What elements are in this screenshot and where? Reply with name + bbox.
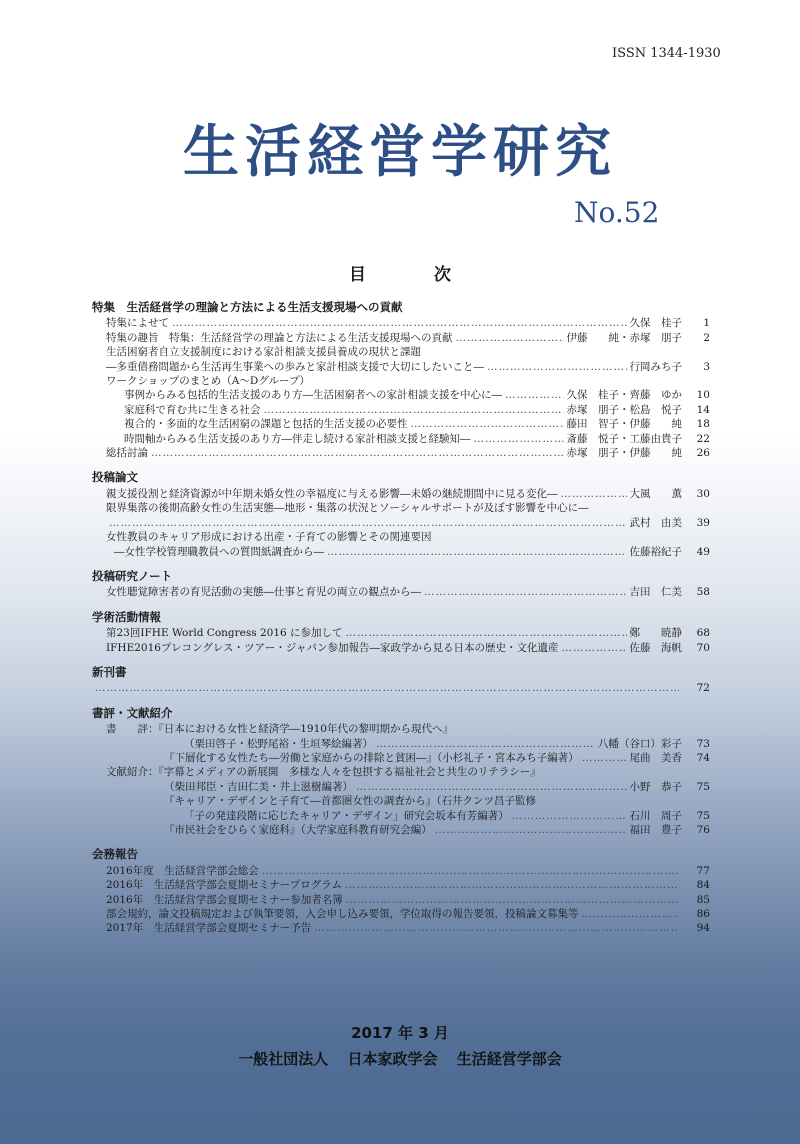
entry-author: 藤田 智子・伊藤 純 (566, 418, 682, 431)
toc-entry (92, 360, 710, 374)
entry-author: 石川 周子 (629, 809, 682, 822)
entry-title: 事例からみる包括的生活支援のあり方―生活困窮者への家計相談支援を中心に― (124, 389, 502, 402)
leader-dots (411, 417, 564, 431)
entry-title: 2016年度 生活経営学部会総会 (106, 864, 259, 877)
toc-entry (92, 809, 710, 823)
toc-entry (92, 765, 710, 779)
entry-author: 赤塚 朋子・松島 悦子 (566, 403, 682, 416)
issn: ISSN 1344-1930 (612, 46, 721, 61)
leader-dots (262, 864, 679, 878)
entry-title: 『下層化する女性たち―労働と家庭からの排除と貧困―』（小杉礼子・宮本みち子編著） (164, 751, 579, 764)
entry-title: 2017年 生活経営学部会夏期セミナー予告 (106, 922, 312, 935)
entry-page: 85 (696, 893, 710, 906)
toc-entry (92, 893, 710, 907)
entry-title: IFHE2016プレコングレス・ツアー・ジャパン参加報告―家政学から見る日本の歴史・文化遺産 (106, 641, 559, 654)
entry-page: 26 (696, 447, 710, 460)
entry-author: 大風 薫 (629, 487, 682, 500)
entry-page: 77 (696, 864, 710, 877)
entry-page: 3 (703, 360, 710, 373)
contents-heading (0, 260, 800, 285)
journal-title: 生活経営学研究 (183, 119, 617, 185)
section-heading: 投稿研究ノート (92, 568, 173, 583)
entry-page: 72 (696, 682, 710, 695)
entry-page: 73 (696, 737, 710, 750)
toc-entry (92, 864, 710, 878)
leader-dots (356, 780, 627, 794)
publisher-division: 生活経営学部会 (456, 1050, 562, 1068)
entry-author: 鄭 暁静 (629, 627, 682, 640)
leader-dots (345, 878, 679, 892)
entry-author: 久保 桂子 (629, 317, 682, 330)
toc-entry (92, 417, 710, 431)
entry-author: 佐藤裕紀子 (629, 545, 682, 558)
toc-entry (92, 722, 710, 736)
leader-dots (424, 585, 627, 599)
entry-page: 22 (696, 432, 710, 445)
entry-page: 18 (696, 418, 710, 431)
entry-title: 家庭科で育む共に生きる社会 (124, 403, 261, 416)
toc-entry (92, 403, 710, 417)
leader-dots (314, 921, 679, 935)
contents-heading-char-2: 次 (434, 265, 451, 285)
entry-title: 特集によせて (106, 317, 169, 330)
entry-author: 久保 桂子・齊藤 ゆか (566, 389, 682, 402)
leader-dots (456, 331, 564, 345)
entry-page: 58 (696, 586, 710, 599)
table-of-contents (92, 300, 710, 936)
entry-title: 2016年 生活経営学部会夏期セミナー参加者名簿 (106, 893, 343, 906)
toc-entry (92, 641, 710, 655)
entry-page: 2 (703, 331, 710, 344)
entry-author: 八幡（谷口）彩子 (598, 737, 682, 750)
entry-title: ―女性学校管理職教員への質問紙調査から― (114, 545, 324, 558)
leader-dots (109, 516, 627, 530)
entry-page: 75 (696, 809, 710, 822)
publisher-society: 日本家政学会 (347, 1050, 438, 1068)
entry-author: 尾曲 美香 (629, 751, 682, 764)
entry-title: 複合的・多面的な生活困窮の課題と包括的生活支援の必要性 (124, 418, 408, 431)
entry-title: 時間軸からみる生活支援のあり方―伴走し続ける家計相談支援と経験知― (124, 432, 471, 445)
toc-entry (92, 530, 710, 544)
entry-title: ワークショップのまとめ（A～Dグループ） (106, 375, 311, 388)
leader-dots (376, 737, 595, 751)
entry-title: 部会規約，論文投稿規定および執筆要領，入会申し込み要領，学位取得の報告要領，投稿論文募集等 (106, 908, 579, 921)
toc-entry (92, 921, 710, 935)
toc-entry (92, 794, 710, 808)
toc-entry (92, 374, 710, 388)
publisher-type: 一般社団法人 (238, 1050, 329, 1068)
publication-date: 2017 年 3 月 (351, 1024, 449, 1042)
leader-dots (346, 893, 679, 907)
entry-author: 伊藤 純・赤塚 朋子 (566, 331, 682, 344)
entry-author: 斎藤 悦子・工藤由貴子 (566, 432, 682, 445)
entry-title: 女性聴覚障害者の育児活動の実態―仕事と育児の両立の観点から― (106, 586, 421, 599)
entry-title: 総括討論 (106, 447, 148, 460)
entry-title: （柴田邦臣・吉田仁美・井上滋樹編著） (164, 780, 353, 793)
entry-page: 49 (696, 545, 710, 558)
entry-title: （栗田啓子・松野尾裕・生垣琴絵編著） (184, 737, 373, 750)
toc-entry (92, 780, 710, 794)
toc-entry (92, 345, 710, 359)
contents-heading-char-1: 目 (349, 265, 366, 285)
toc-entry (92, 751, 710, 765)
section-heading: 会務報告 (92, 847, 138, 862)
entry-title: 文献紹介：『字幕とメディアの新展開 多様な人々を包摂する福祉社会と共生のリテラシー』 (106, 766, 541, 779)
leader-dots (561, 487, 627, 501)
leader-dots (172, 316, 627, 330)
entry-title: 第23回IFHE World Congress 2016 に参加して (106, 627, 343, 640)
entry-author: 吉田 仁美 (629, 586, 682, 599)
toc-entry (92, 331, 710, 345)
leader-dots (474, 432, 564, 446)
entry-title: 『市民社会をひらく家庭科』（大学家庭科教育研究会編） (164, 824, 432, 836)
toc-entry (92, 516, 710, 530)
leader-dots (512, 809, 627, 823)
toc-entry (92, 585, 710, 599)
toc-entry (92, 432, 710, 446)
entry-title: 特集の趣旨 特集：生活経営学の理論と方法による生活支援現場への貢献 (106, 331, 453, 344)
toc-entry (92, 501, 710, 515)
leader-dots (582, 907, 680, 921)
publisher (0, 1048, 800, 1069)
entry-page: 30 (696, 487, 710, 500)
entry-page: 76 (696, 824, 710, 836)
entry-author: 小野 恭子 (629, 780, 682, 793)
section-heading: 新刊書 (92, 664, 127, 679)
leader-dots (327, 545, 627, 559)
entry-page: 10 (696, 389, 710, 402)
leader-dots (435, 823, 627, 837)
leader-dots (264, 403, 564, 417)
leader-dots (582, 751, 627, 765)
toc-entry (92, 878, 710, 892)
entry-page: 39 (696, 516, 710, 529)
leader-dots (487, 360, 627, 374)
leader-dots (151, 446, 564, 460)
section-heading: 特集 生活経営学の理論と方法による生活支援現場への貢献 (92, 300, 403, 314)
entry-author: 武村 由美 (629, 516, 682, 529)
entry-title: 『キャリア・デザインと子育て―首都圏女性の調査から』（石井クンツ昌子監修 (164, 795, 537, 808)
issue-number: No.52 (574, 196, 660, 229)
entry-page: 70 (696, 641, 710, 654)
entry-author: 赤塚 朋子・伊藤 純 (566, 447, 682, 460)
entry-title: 親支援役割と経済資源が中年期未婚女性の幸福度に与える影響―未婚の継続期間中に見る変化― (106, 487, 558, 500)
section-heading: 学術活動情報 (92, 609, 161, 624)
entry-title: 女性教員のキャリア形成における出産・子育ての影響とその関連要因 (106, 531, 432, 544)
entry-author: 佐藤 海帆 (629, 641, 682, 654)
entry-page: 68 (696, 627, 710, 640)
leader-dots (95, 681, 679, 695)
entry-author: 福田 豊子 (629, 824, 682, 836)
entry-title: 書 評：『日本における女性と経済学―1910年代の黎明期から現代へ』 (106, 723, 453, 736)
entry-page: 75 (696, 780, 710, 793)
entry-page: 74 (696, 751, 710, 764)
leader-dots (505, 388, 564, 402)
toc-entry (92, 545, 710, 559)
toc-entry (92, 737, 710, 751)
toc-entry (92, 388, 710, 402)
entry-title: 生活困窮者自立支援制度における家計相談支援員養成の現状と課題 (106, 346, 421, 359)
entry-page: 14 (696, 403, 710, 416)
toc-entry (92, 626, 710, 640)
entry-title: 2016年 生活経営学部会夏期セミナープログラム (106, 879, 343, 892)
entry-page: 1 (703, 317, 710, 330)
toc-entry (92, 907, 710, 921)
toc-entry (92, 487, 710, 501)
section-heading: 投稿論文 (92, 470, 138, 485)
toc-entry (92, 446, 710, 460)
leader-dots (562, 641, 627, 655)
entry-title: ―多重債務問題から生活再生事業への歩みと家計相談支援で大切にしたいこと― (106, 360, 484, 373)
toc-entry (92, 681, 710, 695)
entry-page: 94 (696, 922, 710, 935)
section-heading: 書評・文献紹介 (92, 705, 173, 720)
entry-author: 行岡みち子 (629, 360, 682, 373)
toc-entry (92, 823, 710, 837)
entry-title: 「子の発達段階に応じたキャリア・デザイン」研究会坂本有芳編著） (184, 809, 509, 822)
entry-page: 84 (696, 879, 710, 892)
leader-dots (346, 626, 627, 640)
entry-title: 限界集落の後期高齢女性の生活実態―地形・集落の状況とソーシャルサポートが及ぼす影響を中心に― (106, 502, 589, 515)
entry-page: 86 (696, 908, 710, 921)
toc-entry (92, 316, 710, 330)
